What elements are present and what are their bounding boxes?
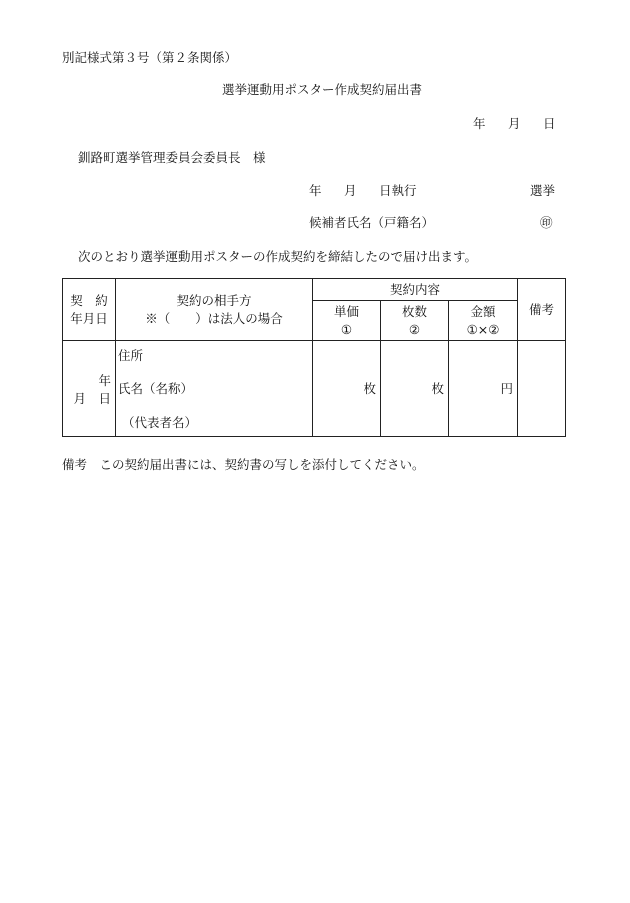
header-contract-content: 契約内容 [313,279,518,301]
header-quantity [381,301,449,341]
header-remarks: 備考 [518,279,566,341]
row-amount-unit: 円 [500,381,514,396]
header-quantity-1: 枚数 [401,303,427,319]
header-quantity-2: ② [408,321,421,337]
header-party-2: ※（ ）は法人の場合 [145,310,283,326]
candidate-name-label: 候補者氏名（戸籍名） [309,215,435,230]
row-year: 年 [98,373,111,388]
election-year: 年 [309,183,322,198]
page-title: 選挙運動用ポスター作成契約届出書 [222,82,423,97]
row-address: 住所 [118,348,144,363]
remarks-note: 備考 この契約届出書には、契約書の写しを添付してください。 [62,457,425,472]
seal-mark: ㊞ [540,215,553,230]
header-party [116,279,313,341]
row-amount [449,341,518,437]
form-number: 別記様式第３号（第２条関係） [62,50,238,65]
header-amount-1: 金額 [470,303,496,319]
row-representative: （代表者名） [122,415,198,430]
row-contract-date [63,341,116,437]
statement: 次のとおり選挙運動用ポスターの作成契約を締結したので届け出ます。 [78,249,478,264]
header-unit-price-1: 単価 [333,303,359,319]
election-label: 選挙 [530,183,556,198]
date-month: 月 [508,116,521,131]
row-quantity [381,341,449,437]
row-month-day: 月 日 [73,391,111,406]
header-party-1: 契約の相手方 [176,292,252,308]
header-amount [449,301,518,341]
date-day: 日 [543,116,556,131]
date-year: 年 [473,116,486,131]
row-unit-price-unit: 枚 [363,381,376,396]
row-remarks [518,341,566,437]
header-amount-2: ①×② [466,321,500,337]
header-contract-date-1: 契 約 [70,292,108,308]
row-party [116,341,313,437]
addressee: 釧路町選挙管理委員会委員長 様 [78,150,266,165]
header-unit-price [313,301,381,341]
header-contract-date-2: 年月日 [70,310,108,326]
row-quantity-unit: 枚 [431,381,444,396]
contract-table [62,278,566,437]
row-unit-price [313,341,381,437]
header-contract-date [63,279,116,341]
election-month: 月 [344,183,357,198]
header-unit-price-2: ① [340,321,353,337]
row-name: 氏名（名称） [118,381,194,396]
election-day-exec: 日執行 [379,183,417,198]
table-row [63,341,566,437]
